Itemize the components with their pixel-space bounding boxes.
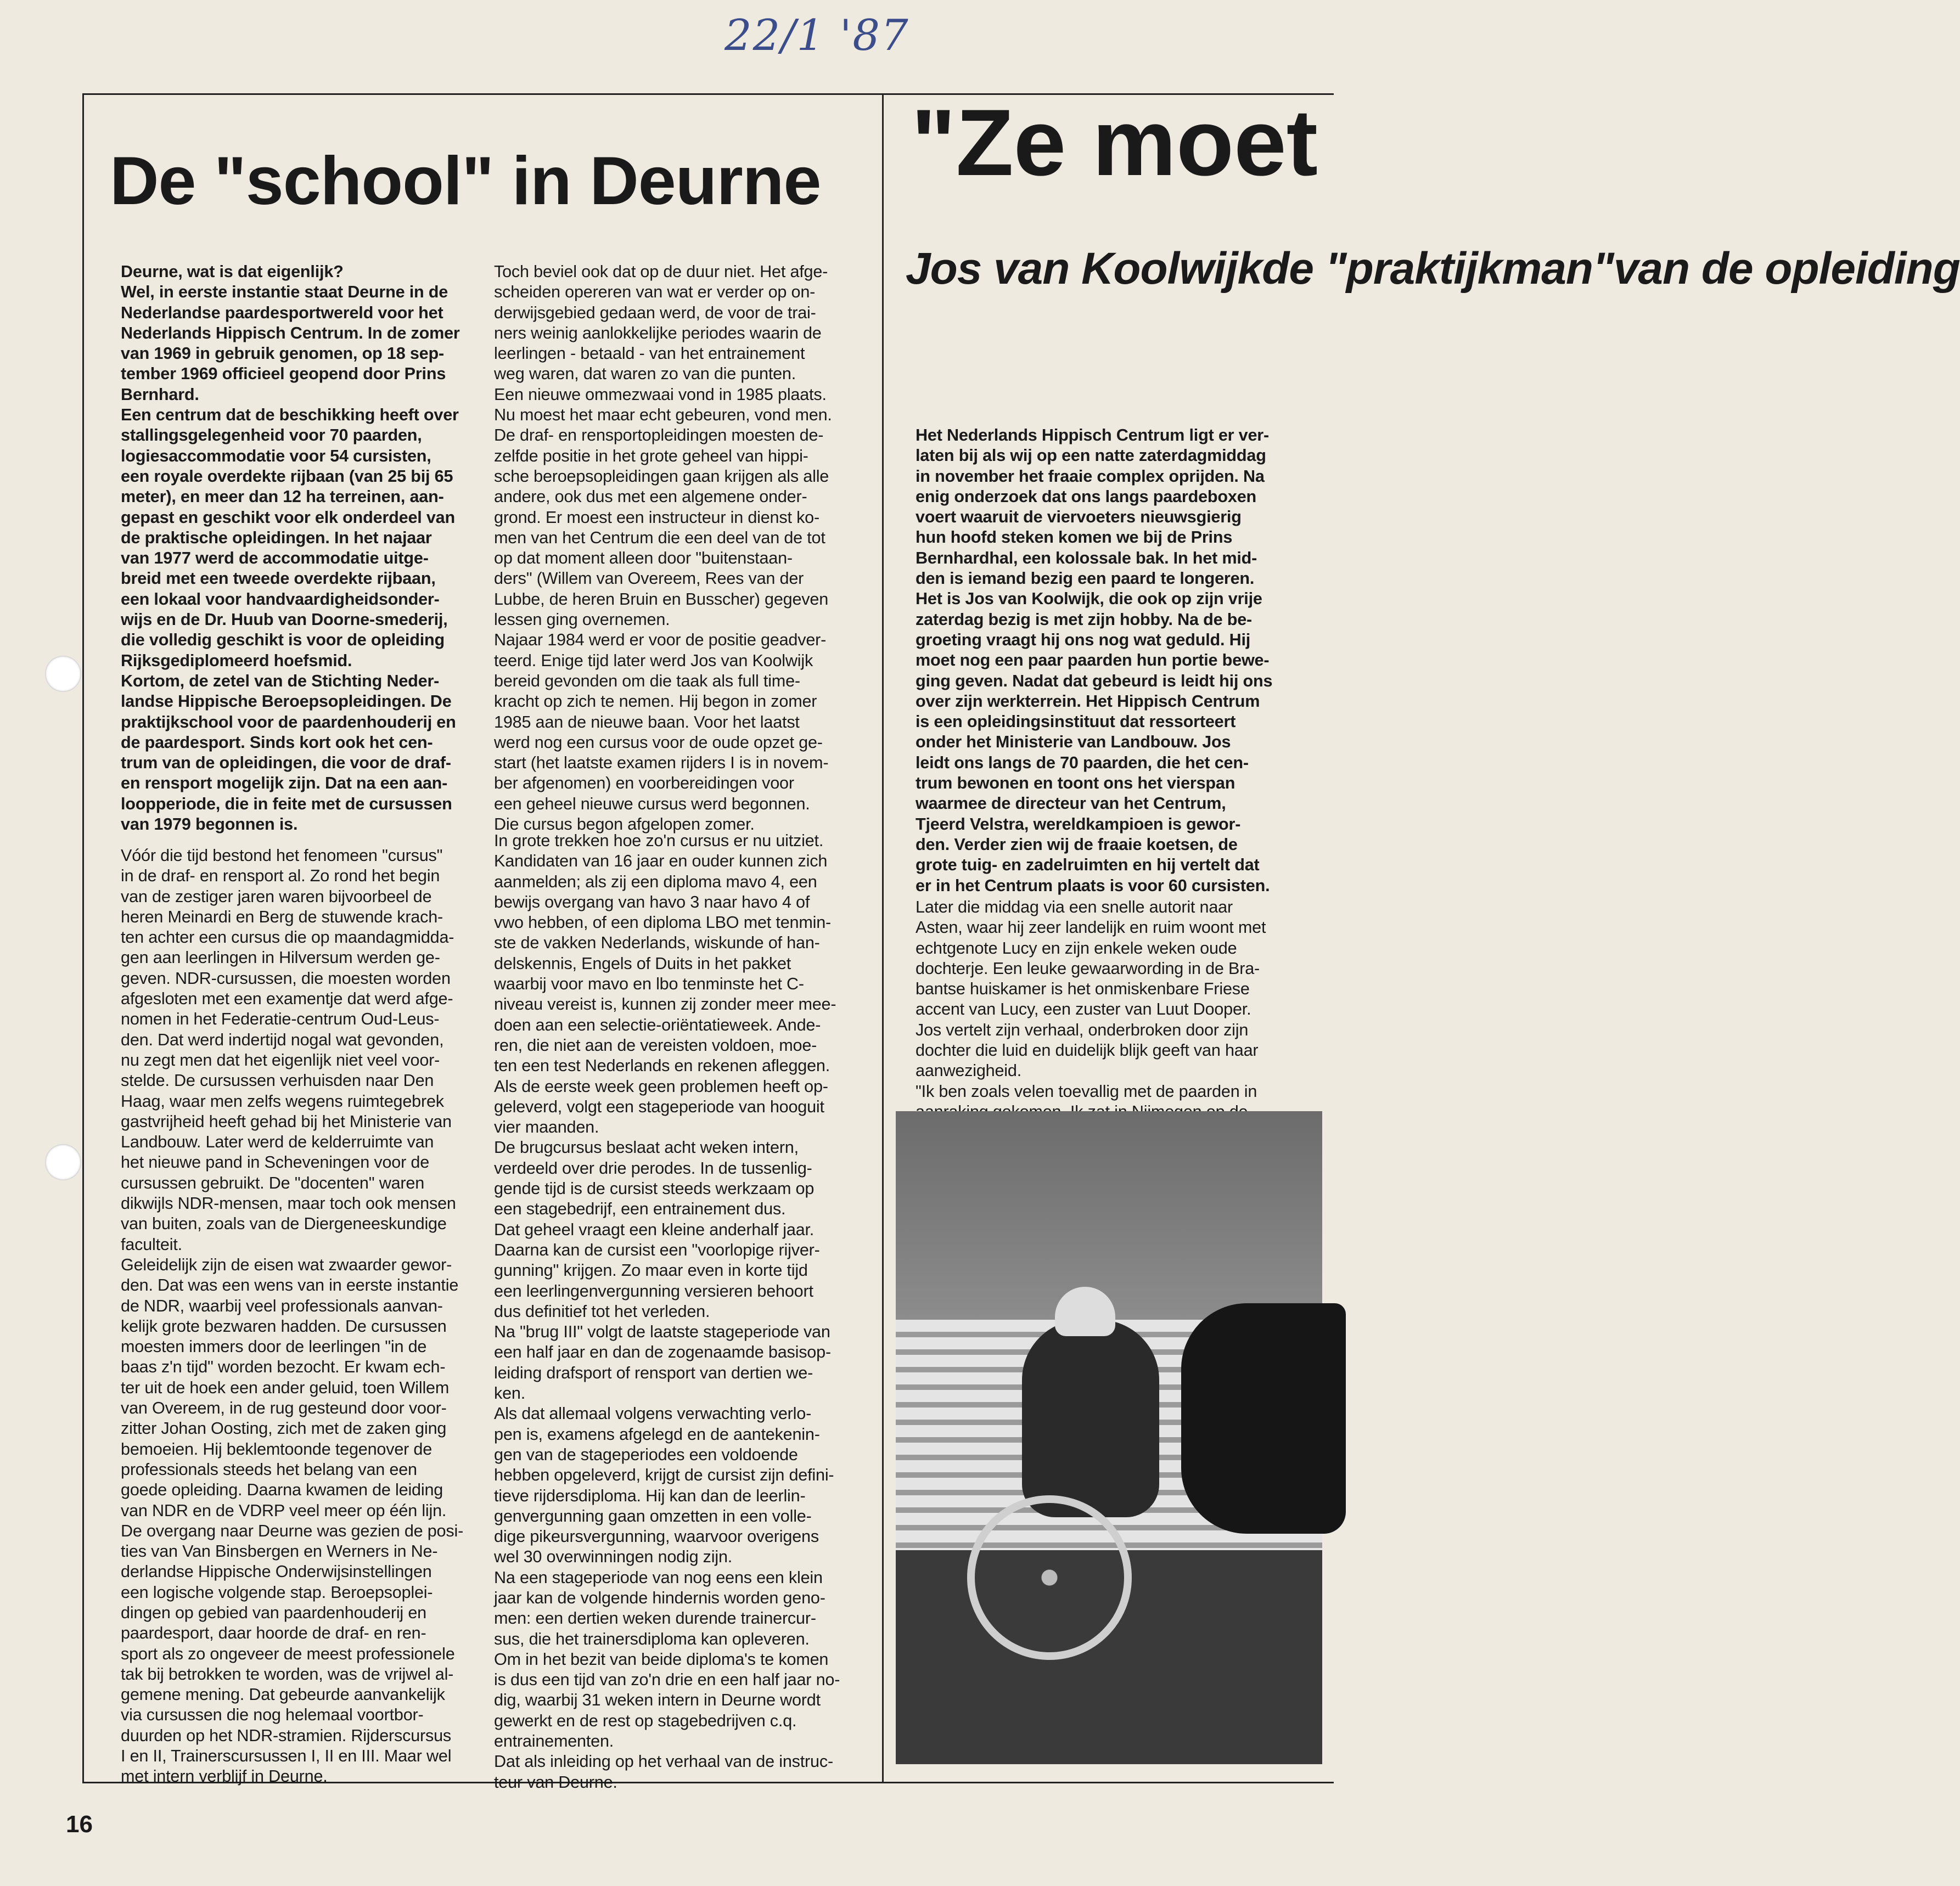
text-line: dochter die luid en duidelijk blijk geeft van haar (916, 1041, 1259, 1060)
text-line: een stagebedrijf, een entrainement dus. (494, 1200, 786, 1219)
text-line: scheiden opereren van wat er verder op on- (494, 283, 816, 302)
text-line: Als dat allemaal volgens verwachting verlo- (494, 1404, 812, 1423)
text-line: gen aan leerlingen in Hilversum werden ge- (121, 948, 440, 967)
text-line: Landbouw. Later werd de kelderruimte van (121, 1133, 434, 1152)
text-line: ber afgenomen) en voorbereidingen voor (494, 774, 794, 793)
text-line: ten een test Nederlands en rekenen afleggen. (494, 1056, 830, 1076)
text-line: zaterdag bezig is met zijn hobby. Na de be- (916, 610, 1252, 629)
text-line: lessen ging overnemen. (494, 610, 670, 629)
text-line: aanmelden; als zij een diploma mavo 4, een (494, 872, 817, 891)
text-line: er in het Centrum plaats is voor 60 cursisten. (916, 876, 1270, 895)
text-line: van Overeem, in de rug gesteund door voor- (121, 1399, 447, 1418)
text-line: teur van Deurne. (494, 1772, 617, 1792)
text-line: tember 1969 officieel geopend door Prins (121, 364, 446, 384)
text-line: praktijkschool voor de paardenhouderij en (121, 712, 456, 731)
text-line: gastvrijheid heeft gehad bij het Ministerie van (121, 1112, 452, 1131)
text-line: derwijsgebied gedaan werd, de voor de trai- (494, 303, 816, 322)
text-line: hun hoofd steken komen we bij de Prins (916, 528, 1233, 547)
text-line: cursussen gebruikt. De "docenten" waren (121, 1173, 425, 1192)
text-line: die volledig geschikt is voor de opleiding (121, 630, 445, 650)
text-line: pen is, examens afgelegd en de aantekenin- (494, 1425, 820, 1444)
text-line: Als de eerste week geen problemen heeft op- (494, 1077, 828, 1096)
text-line: Om in het bezit van beide diploma's te komen (494, 1649, 829, 1669)
text-line: leidt ons langs de 70 paarden, die het cen- (916, 753, 1249, 772)
text-line: Die cursus begon afgelopen zomer. (494, 815, 755, 834)
text-line: wijs en de Dr. Huub van Doorne-smederij, (121, 610, 448, 629)
text-line: sport als zo ongeveer de meest professionele (121, 1644, 455, 1663)
text-line: Asten, waar hij zeer landelijk en ruim woont met (916, 918, 1266, 937)
text-line: geleverd, volgt een stageperiode van hooguit (494, 1097, 824, 1116)
text-line: ken. (494, 1384, 526, 1403)
text-line: gende tijd is de cursist steeds werkzaam op (494, 1179, 815, 1198)
text-line: men van het Centrum die een deel van de tot (494, 528, 825, 547)
text-line: enig onderzoek dat ons langs paardeboxen (916, 487, 1256, 506)
text-line: gunning" krijgen. Zo maar even in korte tijd (494, 1261, 808, 1280)
text-line: meter), en meer dan 12 ha terreinen, aan- (121, 487, 444, 506)
text-line: groeting vraagt hij ons nog wat geduld. Hij (916, 630, 1251, 649)
text-line: goede opleiding. Daarna kwamen de leiding (121, 1480, 443, 1500)
text-line: Na een stageperiode van nog eens een klein (494, 1568, 823, 1587)
text-line: waarmee de directeur van het Centrum, (916, 794, 1226, 813)
text-line: paardesport, daar hoorde de draf- en ren- (121, 1624, 426, 1643)
text-line: nomen in het Federatie-centrum Oud-Leus- (121, 1010, 440, 1029)
text-line: accent van Lucy, een zuster van Luut Dooper. (916, 1000, 1251, 1019)
text-line: aanwezigheid. (916, 1061, 1022, 1080)
text-line: nu zegt men dat het eigenlijk niet veel voor- (121, 1050, 440, 1069)
text-line: Tjeerd Velstra, wereldkampioen is gewor- (916, 814, 1241, 834)
text-line: weg waren, dat waren zo van die punten. (494, 364, 796, 384)
text-line: van 1969 in gebruik genomen, op 18 sep- (121, 344, 444, 363)
text-line: de "praktijkman" (1262, 244, 1614, 294)
second-intro-column (916, 425, 1272, 896)
text-line: de NDR, waarbij veel professionals aanvan- (121, 1296, 443, 1315)
text-line: duurden op het NDR-stramien. Rijderscursus (121, 1726, 452, 1745)
text-line: een half jaar en dan de zogenaamde basisop- (494, 1343, 831, 1362)
text-line: Bernhardhal, een kolossale bak. In het mid- (916, 548, 1257, 567)
text-line: afgesloten met een examentje dat werd afge- (121, 989, 453, 1009)
text-line: Een nieuwe ommezwaai vond in 1985 plaats. (494, 385, 827, 404)
text-line: ter uit de hoek een ander geluid, toen Willem (121, 1378, 450, 1397)
text-line: verdeeld over drie perodes. In de tussenlig- (494, 1158, 812, 1178)
text-line: hebben opgeleverd, krijgt de cursist zijn defini- (494, 1466, 834, 1485)
text-line: De brugcursus beslaat acht weken intern, (494, 1138, 799, 1157)
text-line: via cursussen die nog helemaal voortbor- (121, 1705, 424, 1725)
text-line: Later die middag via een snelle autorit naar (916, 898, 1233, 916)
text-line: De draf- en rensportopleidingen moesten de- (494, 426, 824, 445)
page-number: 16 (66, 1811, 93, 1838)
text-line: vier maanden. (494, 1118, 599, 1137)
text-line: zelfde positie in het grote geheel van hippi- (494, 446, 808, 465)
text-line: ten achter een cursus die op maandagmidda- (121, 928, 454, 947)
photo-horse (1181, 1303, 1346, 1534)
punch-hole-bottom (45, 1144, 81, 1180)
text-line: 1985 aan de nieuwe baan. Voor het laatst (494, 712, 800, 731)
text-line: Najaar 1984 werd er voor de positie geadver- (494, 630, 827, 650)
text-line: echtgenote Lucy en zijn enkele weken oude (916, 938, 1237, 958)
text-line: Nederlandse paardesportwereld voor het (121, 303, 443, 322)
text-line: het nieuwe pand in Scheveningen voor de (121, 1153, 430, 1172)
text-line: professionals steeds het belang van een (121, 1460, 417, 1479)
text-line: moesten immers door de leerlingen "in de (121, 1337, 427, 1356)
text-line: sus, die het trainersdiploma kan opleveren. (494, 1629, 810, 1648)
text-line: onder het Ministerie van Landbouw. Jos (916, 733, 1231, 752)
text-line: de praktische opleidingen. In het najaar (121, 528, 432, 547)
handwritten-date: 22/1 '87 (725, 11, 909, 60)
text-line: logiesaccommodatie voor 54 cursisten, (121, 446, 431, 465)
text-line: Vóór die tijd bestond het fenomeen "cursus" (121, 846, 443, 865)
text-line: Rijksgediplomeerd hoefsmid. (121, 651, 352, 670)
text-line: zitter Johan Oosting, zich met de zaken ging (121, 1419, 447, 1438)
text-line: landse Hippische Beroepsopleidingen. De (121, 692, 452, 711)
text-line: tak bij betrokken te worden, was de vrijwel al- (121, 1664, 454, 1684)
text-line: ging geven. Nadat dat gebeurd is leidt hij ons (916, 671, 1273, 690)
text-line: in de draf- en rensport al. Zo rond het begin (121, 866, 440, 886)
text-line: een leerlingenvergunning versieren behoort (494, 1281, 813, 1301)
text-line: bantse huiskamer is het onmiskenbare Friese (916, 979, 1250, 999)
text-line: leerlingen - betaald - van het entrainement (494, 344, 805, 363)
text-line: andere, ook dus met een algemene onder- (494, 487, 807, 506)
text-line: De overgang naar Deurne was gezien de posi- (121, 1521, 464, 1540)
text-line: dige pikeursvergunning, waarvoor overigens (494, 1527, 819, 1546)
text-line: een royale overdekte rijbaan (van 25 bij 65 (121, 466, 453, 486)
text-line: Lubbe, de heren Bruin en Busscher) gegeven (494, 589, 829, 609)
text-line: den. Dat was een wens van in eerste instantie (121, 1276, 459, 1295)
text-line: den is iemand bezig een paard te longeren. (916, 569, 1255, 588)
text-line: I en II, Trainerscursussen I, II en III. Maar wel (121, 1747, 452, 1766)
text-line: ders" (Willem van Overeem, Rees van der (494, 569, 804, 588)
text-line: is dus een tijd van zo'n drie en een half jaar no- (494, 1670, 840, 1690)
text-line: Nederlands Hippisch Centrum. In de zomer (121, 323, 460, 342)
text-line: start (het laatste examen rijders I is in novem- (494, 753, 829, 773)
text-line: loopperiode, die in feite met de cursussen (121, 794, 452, 813)
text-line: grond. Er moest een instructeur in dienst ko- (494, 508, 819, 527)
text-line: Na "brug III" volgt de laatste stageperiode van (494, 1322, 830, 1342)
text-line: ren, die niet aan de vereisten voldoen, moe- (494, 1035, 817, 1055)
text-line: breid met een tweede overdekte rijbaan, (121, 569, 436, 588)
text-line: de paardesport. Sinds kort ook het cen- (121, 733, 433, 752)
text-line: gen van de stageperiodes een voldoende (494, 1445, 798, 1464)
text-line: "Ik ben zoals velen toevallig met de paarden in (916, 1082, 1257, 1101)
text-line: geven. NDR-cursussen, die moesten worden (121, 969, 451, 988)
text-line: trum bewonen en toont ons het vierspan (916, 774, 1235, 793)
text-line: over zijn werkterrein. Het Hippisch Centrum (916, 691, 1260, 711)
text-line: en rensport mogelijk zijn. Dat na een aan- (121, 774, 448, 793)
text-line: ste de vakken Nederlands, wiskunde of han- (494, 933, 820, 953)
text-line: stallingsgelegenheid voor 70 paarden, (121, 426, 422, 445)
text-line: delskennis, Engels of Duits in het pakket (494, 954, 791, 973)
text-line: kracht op zich te nemen. Hij begon in zomer (494, 692, 817, 711)
text-line: faculteit. (121, 1235, 182, 1254)
text-line: gemene mening. Dat gebeurde aanvankelijk (121, 1685, 445, 1704)
punch-hole-top (45, 656, 81, 692)
text-line: leiding drafsport of rensport van dertien we- (494, 1363, 813, 1382)
text-line: baas z'n tijd" worden bezocht. Er kwam ech- (121, 1358, 446, 1377)
text-line: den. Verder zien wij de fraaie koetsen, de (916, 835, 1238, 854)
text-line: wel 30 overwinningen nodig zijn. (494, 1547, 733, 1567)
text-line: op dat moment alleen door "buitenstaan- (494, 549, 793, 568)
text-line: Kandidaten van 16 jaar en ouder kunnen zich (494, 852, 828, 871)
text-line: grote tuig- en zadelruimten en hij vertelt dat (916, 855, 1260, 875)
text-line: van de opleiding (1613, 244, 1960, 294)
text-line: van 1977 werd de accommodatie uitge- (121, 549, 429, 568)
text-line: tieve rijdersdiploma. Hij kan dan de leerlin- (494, 1486, 806, 1505)
text-line: Een centrum dat de beschikking heeft over (121, 406, 459, 425)
text-line: dingen op gebied van paardenhouderij en (121, 1603, 426, 1622)
text-line: heren Meinardi en Berg de stuwende krach- (121, 907, 443, 926)
text-line: Deurne, wat is dat eigenlijk? (121, 262, 344, 281)
text-line: moet nog een paar paarden hun portie bewe- (916, 651, 1270, 670)
text-line: van de zestiger jaren waren bijvoorbeel de (121, 887, 432, 906)
harness-racing-photo (896, 1111, 1322, 1764)
text-line: sche beroepsopleidingen gaan krijgen als alle (494, 466, 829, 486)
text-line: In grote trekken hoe zo'n cursus er nu uitziet. (494, 831, 824, 850)
text-line: dig, waarbij 31 weken intern in Deurne wordt (494, 1691, 821, 1710)
text-line: gewerkt en de rest op stagebedrijven c.q. (494, 1711, 797, 1730)
text-line: Wel, in eerste instantie staat Deurne in de (121, 283, 448, 302)
text-line: teerd. Enige tijd later werd Jos van Koolwijk (494, 651, 813, 670)
text-line: dikwijls NDR-mensen, maar toch ook mensen (121, 1194, 456, 1213)
text-line: niveau vereist is, kunnen zij zonder meer mee- (494, 995, 836, 1014)
text-line: Bernhard. (121, 385, 199, 404)
text-line: ners weinig aanlokkelijke periodes waarin de (494, 323, 822, 342)
text-line: van NDR en de VDRP veel meer op één lijn. (121, 1501, 447, 1520)
intro-column (121, 262, 460, 835)
text-line: voert waaruit de viervoeters nieuwsgierig (916, 508, 1242, 527)
text-line: bewijs overgang van havo 3 naar havo 4 of (494, 892, 810, 911)
text-line: Daarna kan de cursist een "voorlopige rijver- (494, 1240, 820, 1259)
article-title: De "school" in Deurne (110, 143, 821, 219)
second-headline: "Ze moet (911, 90, 1318, 195)
text-line: Het Nederlands Hippisch Centrum ligt er ver- (916, 426, 1270, 444)
photo-driver (1022, 1320, 1159, 1517)
text-line: Dat geheel vraagt een kleine anderhalf jaar. (494, 1220, 815, 1239)
text-line: Jos vertelt zijn verhaal, onderbroken door zijn (916, 1020, 1249, 1039)
text-line: van buiten, zoals van de Diergeneeskundige (121, 1214, 447, 1234)
text-line: een lokaal voor handvaardigheidsonder- (121, 589, 440, 609)
text-line: jaar kan de volgende hindernis worden geno- (494, 1588, 825, 1607)
text-line: Nu moest het maar echt gebeuren, vond men. (494, 406, 832, 425)
text-line: van 1979 begonnen is. (121, 815, 298, 834)
text-line: dus definitief tot het verleden. (494, 1302, 710, 1321)
photo-sulky-wheel (967, 1495, 1132, 1660)
text-line: Het is Jos van Koolwijk, die ook op zijn vrije (916, 589, 1262, 609)
text-line: kelijk grote bezwaren hadden. De cursussen (121, 1316, 447, 1336)
text-line: doen aan een selectie-oriëntatieweek. Ande- (494, 1015, 821, 1034)
text-line: derlandse Hippische Onderwijsinstellingen (121, 1562, 432, 1581)
text-line: Toch beviel ook dat op de duur niet. Het afge- (494, 262, 828, 281)
text-line: den. Dat werd indertijd nogal wat gevonden, (121, 1030, 444, 1049)
photo-helmet (1055, 1287, 1115, 1336)
text-line: in november het fraaie complex oprijden. Na (916, 466, 1265, 486)
text-line: vwo hebben, of een diploma LBO met tenmin- (494, 913, 832, 932)
text-line: waarbij voor mavo en lbo tenminste het C- (494, 975, 804, 994)
text-line: ties van Van Binsbergen en Werners in Ne- (121, 1542, 438, 1561)
text-line: stelde. De cursussen verhuisden naar Den (121, 1071, 434, 1090)
second-subhead (906, 241, 1960, 296)
middle-column-part2 (494, 831, 840, 1793)
text-line: is een opleidingsinstituut dat ressorteert (916, 712, 1236, 731)
text-line: genvergunning gaan omzetten in een volle- (494, 1506, 812, 1525)
text-line: entrainementen. (494, 1732, 614, 1751)
text-line: Jos van Koolwijk (906, 244, 1262, 294)
text-line: Haag, waar men zelfs wegens ruimtegebrek (121, 1091, 444, 1111)
middle-column-part1 (494, 262, 832, 835)
text-line: Dat als inleiding op het verhaal van de instruc- (494, 1752, 833, 1771)
text-line: een logische volgende stap. Beroepsoplei- (121, 1583, 433, 1602)
left-body-column (121, 846, 463, 1787)
text-line: bereid gevonden om die taak als full time- (494, 671, 800, 690)
text-line: bemoeien. Hij beklemtoonde tegenover de (121, 1439, 433, 1459)
text-line: met intern verblijf in Deurne. (121, 1767, 328, 1786)
text-line: trum van de opleidingen, die voor de draf- (121, 753, 451, 773)
text-line: werd nog een cursus voor de oude opzet ge- (494, 733, 823, 752)
text-line: gepast en geschikt voor elk onderdeel van (121, 508, 455, 527)
text-line: laten bij als wij op een natte zaterdagmiddag (916, 446, 1266, 465)
text-line: een geheel nieuwe cursus werd begonnen. (494, 794, 810, 813)
text-line: men: een dertien weken durende trainercur- (494, 1609, 816, 1628)
text-line: Kortom, de zetel van de Stichting Neder- (121, 671, 440, 690)
text-line: dochterje. Een leuke gewaarwording in de Bra- (916, 959, 1260, 978)
text-line: Geleidelijk zijn de eisen wat zwaarder gewor- (121, 1255, 452, 1274)
